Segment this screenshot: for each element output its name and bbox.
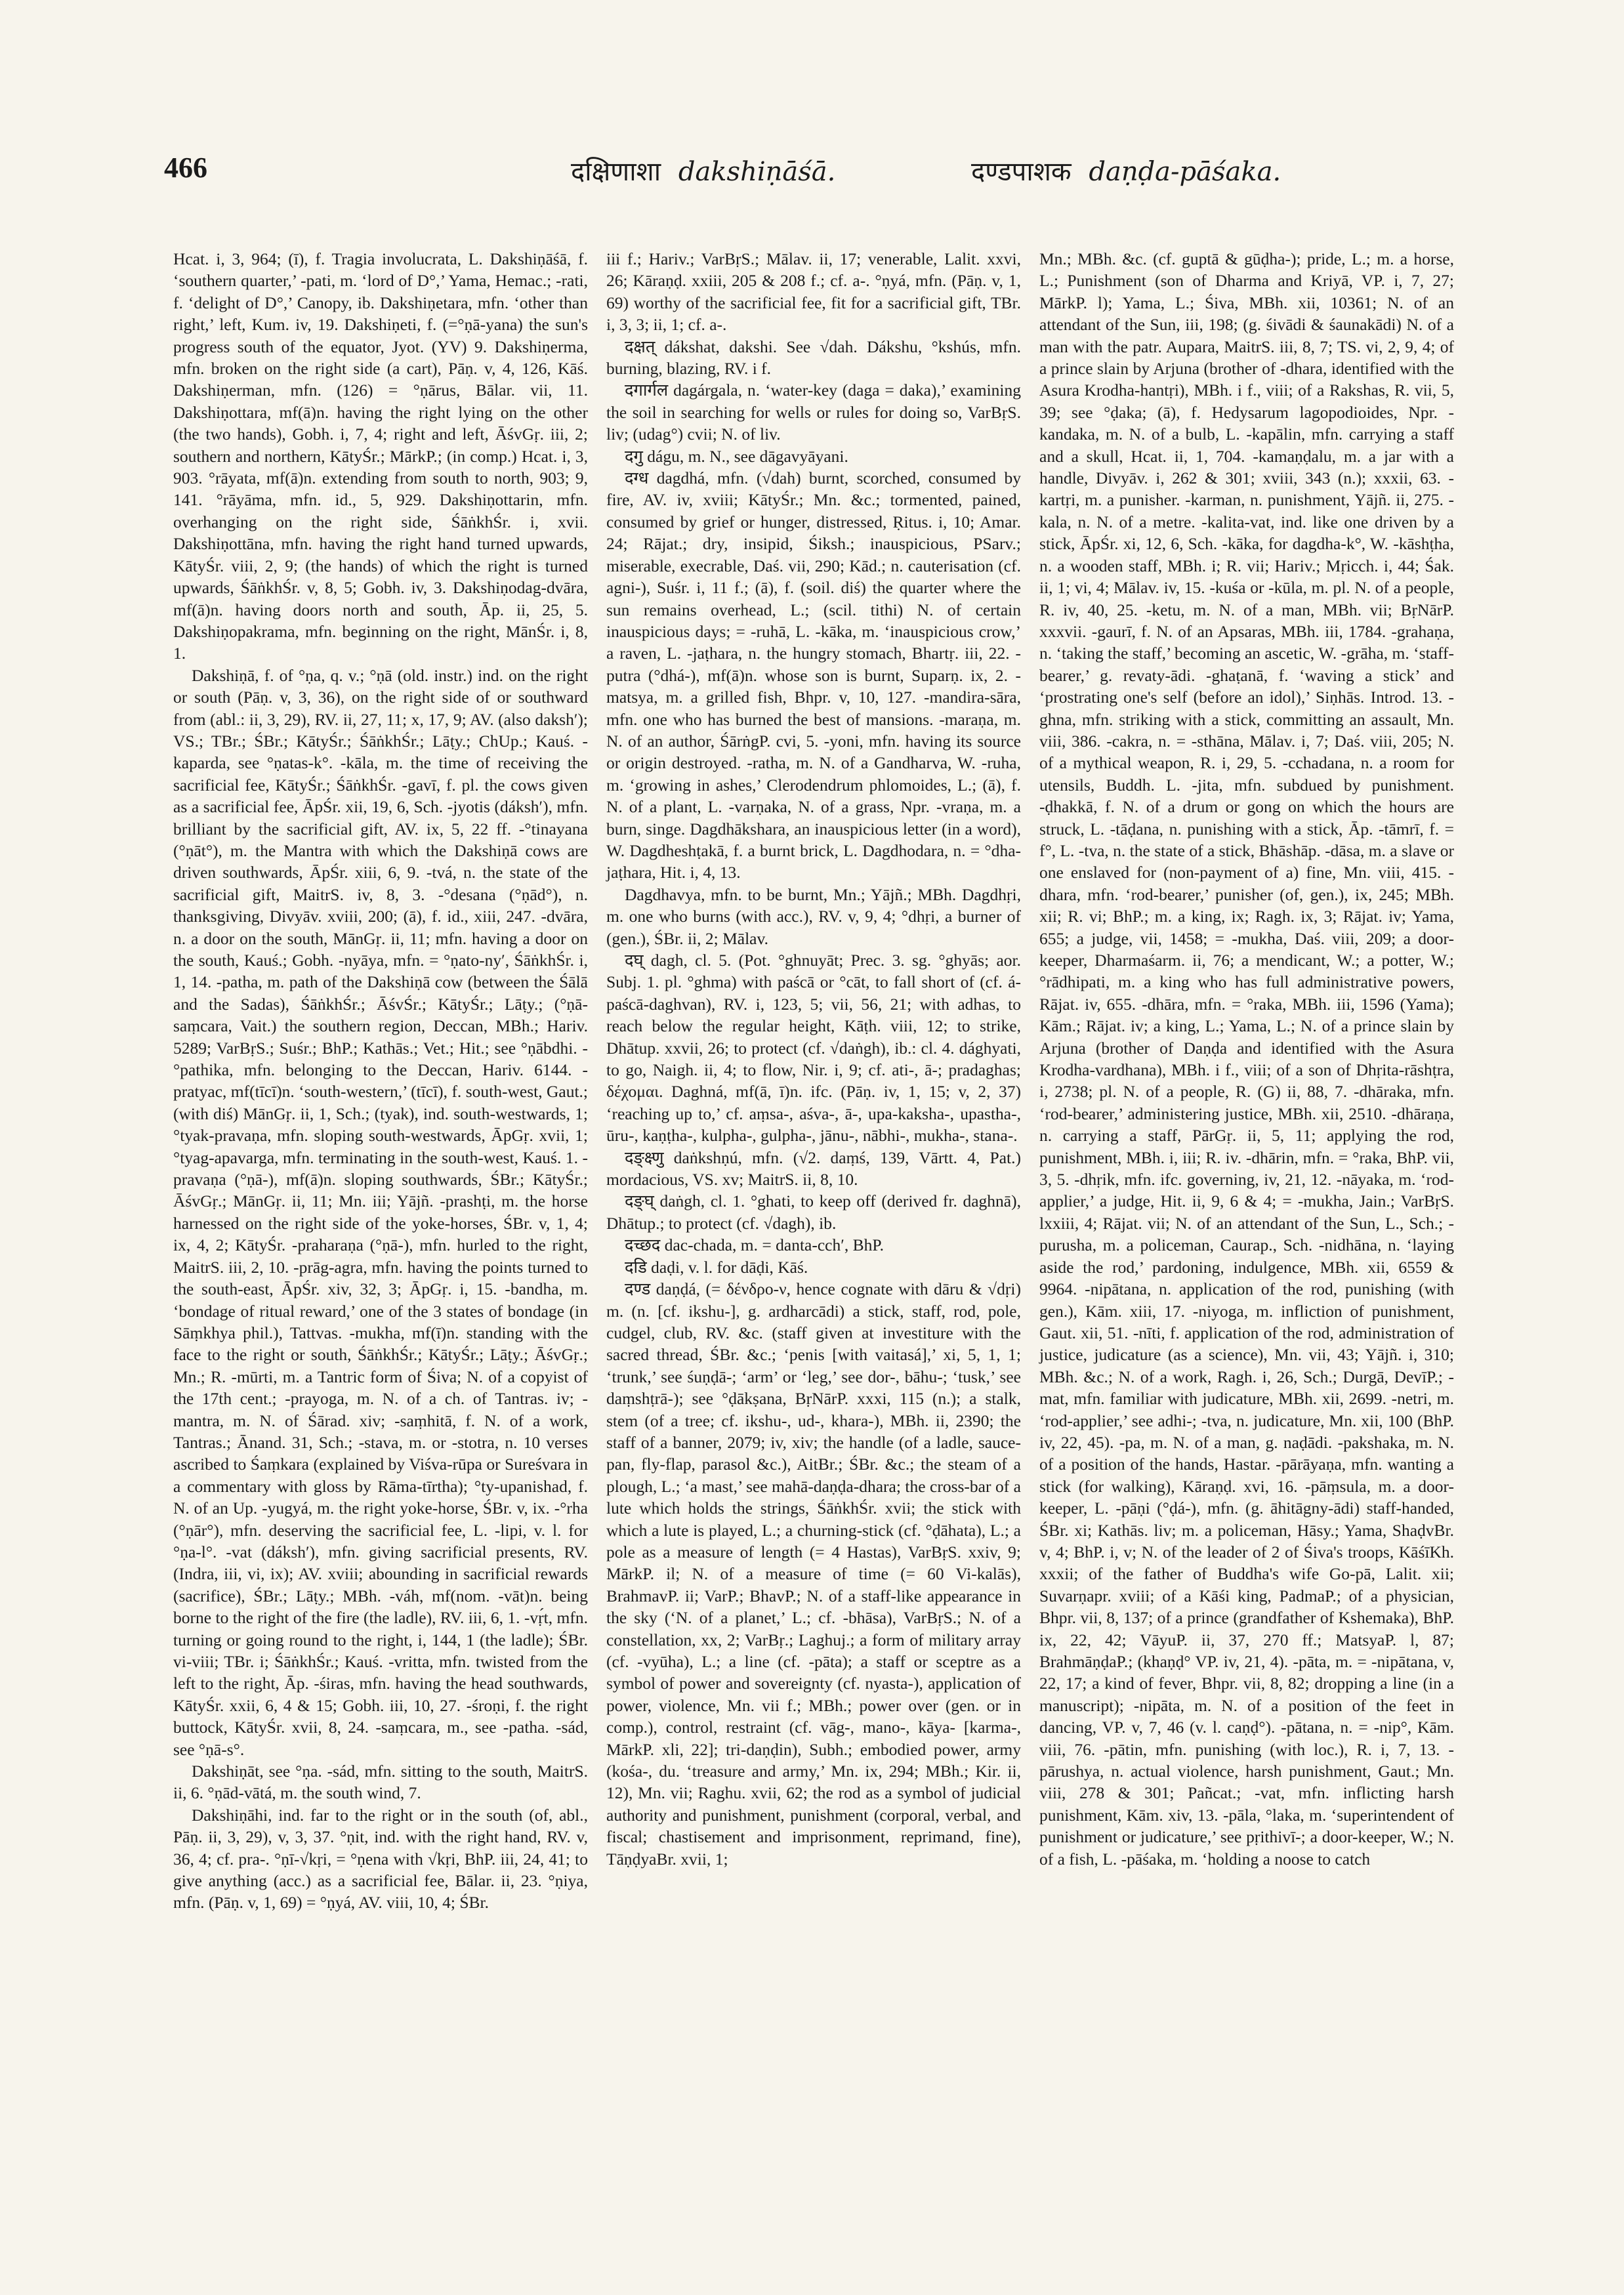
entry-paragraph: दगु dágu, m. N., see dāgavyāyani. [625, 446, 848, 466]
left-running-head [571, 152, 835, 188]
right-running-head-latin: daṇḍa-pāśaka. [1089, 157, 1281, 187]
column-right [1030, 248, 1463, 2243]
entry-paragraph: iii f.; Hariv.; VarBṛS.; Mālav. ii, 17; venerable, Lalit. xxvi, 26; Kāraṇḍ. xxiii, 205 & 208 f.; cf. a-. °ṇyá, mfn. (Pāṇ. v, 1, 69) worthy of the sacrificial fee, fit for a sacrificial gift, TBr. i, 3, 3; ii, 1; cf. a-. [606, 249, 1021, 335]
entry-paragraph: Dagdhavya, mfn. to be burnt, Mn.; Yājñ.; MBh. Dagdhṛi, m. one who burns (with acc.), RV. v, 9, 4; °dhṛi, a burner of (gen.), ŚBr. ii, 2; Mālav. [606, 884, 1021, 948]
entry-paragraph: Dakshiṇāhi, ind. far to the right or in the south (of, abl., Pāṇ. ii, 3, 29), v, 3, 37. °ṇit, ind. with the right hand, RV. v, 36, 4; cf. pra-. °ṇī-√kṛi, = °ṇena with √kṛi, BhP. iii, 24, 41; to give anything (acc.) as a sacrificial fee, Bālar. ii, 23. °ṇiya, mfn. (Pāṇ. v, 1, 69) = °ṇyá, AV. viii, 10, 4; ŚBr. [173, 1805, 588, 1912]
page-number: 466 [164, 152, 207, 184]
column-left [164, 248, 597, 2243]
right-running-head [971, 152, 1281, 188]
entry-paragraph: दङ्घ् daṅgh, cl. 1. °ghati, to keep off (derived fr. daghnā), Dhātup.; to protect (cf. √dagh), ib. [606, 1191, 1021, 1233]
page-header [164, 148, 1463, 194]
entry-paragraph: दक्षत् dákshat, dakshi. See √dah. Dákshu, °kshús, mfn. burning, blazing, RV. i f. [606, 337, 1021, 379]
right-running-head-devanagari: दण्डपाशक [971, 157, 1072, 187]
text-columns [164, 248, 1463, 2243]
column-middle [597, 248, 1030, 2243]
entry-paragraph: Dakshiṇāt, see °ṇa. -sád, mfn. sitting to the south, MaitrS. ii, 6. °ṇād-vātá, m. the south wind, 7. [173, 1762, 588, 1803]
entry-paragraph: Dakshiṇā, f. of °ṇa, q. v.; °ṇā (old. instr.) ind. on the right or south (Pāṇ. v, 3, 36), on the right side of or southward from (abl.: ii, 3, 29), RV. ii, 27, 11; x, 17, 9; AV. (also dakshʹ); VS.; TBr.; ŚBr.; KātyŚr.; ŚāṅkhŚr.; Lāṭy.; ChUp.; Kauś. -kaparda, see °ṇatas-k°. -kāla, m. the time of receiving the sacrificial fee, KātyŚr.; ŚāṅkhŚr. -gavī, f. pl. the cows given as a sacrificial fee, ĀpŚr. xii, 19, 6, Sch. -jyotis (dákshʹ), mfn. brilliant by the sacrificial gift, AV. ix, 5, 22 ff. -°tinayana (°ṇāt°), m. the Mantra with which the Dakshiṇā cows are driven southwards, ĀpŚr. xiii, 6, 9. -tvá, n. the state of the sacrificial gift, MaitrS. iv, 8, 3. -°desana (°ṇād°), n. thanksgiving, Divyāv. xviii, 200; (ā), f. id., xiii, 247. -dvāra, n. a door on the south, MānGṛ. ii, 11; mfn. having a door on the south, Kauś.; Gobh. -nyāya, mfn. = °ṇato-nyʹ, ŚāṅkhŚr. i, 1, 14. -patha, m. path of the Dakshiṇā cow (between the Śālā and the Sadas), ŚāṅkhŚr.; ĀśvŚr.; KātyŚr.; Lāṭy.; (°ṇā-saṃcara, Vait.) the southern region, Deccan, MBh.; Hariv. 5289; VarBṛS.; Suśr.; BhP.; Kathās.; Vet.; Hit.; see °ṇābdhi. -°pathika, mfn. belonging to the Deccan, Hariv. 6144. -pratyac, mf(tīcī)n. ‘south-western,’ (tīcī), f. south-west, Gaut.; (with diś) MānGṛ. ii, 1, Sch.; (tyak), ind. south-westwards, 1; °tyak-pravaṇa, mfn. sloping south-westwards, ĀpGṛ. xvii, 1; °tyag-apavarga, mfn. terminating in the south-west, Kauś. 1. -pravaṇa (°ṇā-), mf(ā)n. sloping southwards, ŚBr.; KātyŚr.; ĀśvGṛ.; MānGṛ. ii, 11; Mn. iii; Yājñ. -prashṭi, m. the horse harnessed on the right side of the yoke-horses, ŚBr. v, 1, 4; ix, 4, 2; KātyŚr. -praharaṇa (°ṇā-), mfn. hurled to the right, MaitrS. iii, 2, 10. -prāg-agra, mfn. having the points turned to the south-east, ĀpŚr. xiv, 32, 3; ĀpGṛ. i, 15. -bandha, m. ‘bondage of ritual reward,’ one of the 3 states of bondage (in Sāṃkhya phil.), Tattvas. -mukha, mf(ī)n. standing with the face to the right or south, ŚāṅkhŚr.; KātyŚr.; Lāṭy.; ĀśvGṛ.; Mn.; R. -mūrti, m. a Tantric form of Śiva; N. of a copyist of the 17th cent.; -prayoga, m. N. of a ch. of Tantras. iv; -mantra, m. N. of Śārad. xiv; -saṃhitā, f. N. of a work, Tantras.; Ānand. 31, Sch.; -stava, m. or -stotra, n. 10 verses ascribed to Śaṃkara (explained by Viśva-rūpa or Sureśvara in a commentary with gloss by Rāma-tīrtha); °ty-upanishad, f. N. of an Up. -yugyá, m. the right yoke-horse, ŚBr. v, ix. -°rha (°ṇār°), mfn. deserving the sacrificial fee, L. -lipi, v. l. for °ṇa-l°. -vat (dákshʹ), mfn. giving sacrificial presents, RV. (Indra, iii, vi, ix); AV. xviii; abounding in sacrificial rewards (sacrifice), ŚBr.; Lāṭy.; MBh. -váh, mf(nom. -vāt)n. being borne to the right of the fire (the ladle), RV. iii, 6, 1. -vṛ́t, mfn. turning or going round to the right, i, 144, 1 (the ladle); ŚBr. vi-viii; TBr. i; ŚāṅkhŚr.; Kauś. -vritta, mfn. twisted from the left to the right, Āp. -śiras, mfn. having the head southwards, KātyŚr. xxii, 6, 4 & 15; Gobh. iii, 10, 27. -śroṇi, f. the right buttock, KātyŚr. xvii, 8, 24. -saṃcara, m., see -patha. -sád, see °ṇā-s°. [173, 665, 588, 1759]
entry-paragraph: दङ्क्ष्णु daṅkshṇú, mfn. (√2. daṃś, 139, Vārtt. 4, Pat.) mordacious, VS. xv; MaitrS. ii, 8, 10. [606, 1148, 1021, 1189]
entry-paragraph: दगार्गल dagárgala, n. ‘water-key (daga = daka),’ examining the soil in searching for wells or rules for doing so, VarBṛS. liv; (udag°) cvii; N. of liv. [606, 381, 1021, 444]
entry-paragraph: Mn.; MBh. &c. (cf. guptā & gūḍha-); pride, L.; m. a horse, L.; Punishment (son of Dharma and Kriyā, VP. i, 7, 27; MārkP. l); Yama, L.; Śiva, MBh. xii, 10361; N. of an attendant of the Sun, iii, 198; (g. śivādi & śaunakādi) N. of a man with the patr. Aupara, MaitrS. iii, 8, 7; TS. vi, 2, 9, 4; of a prince slain by Arjuna (brother of -dhara, identified with the Asura Krodha-hantṛi), MBh. i f., viii; of a Rakshas, R. vii, 5, 39; see °ḍaka; (ā), f. Hedysarum lagopodioides, Npr. -kandaka, m. N. of a bulb, L. -kapālin, mfn. carrying a staff and a skull, Hcat. ii, 1, 704. -kamaṇḍalu, m. a jar with a handle, Divyāv. i, 262 & 301; xviii, 343 (n.); xxxii, 63. -kartṛi, m. a punisher. -karman, n. punishment, Yājñ. ii, 275. -kala, n. N. of a metre. -kalita-vat, ind. like one driven by a stick, ĀpŚr. xi, 12, 6, Sch. -kāka, for dagdha-k°, W. -kāshṭha, n. a wooden staff, MBh. i; R. vii; Hariv.; Mṛicch. i, 44; Śak. ii, 1; vi, 4; Mālav. iv, 15. -kuśa or -kūla, m. pl. N. of a people, R. iv, 40, 25. -ketu, m. N. of a man, MBh. vii; BṛNārP. xxxvii. -gaurī, f. N. of an Apsaras, MBh. iii, 1784. -grahaṇa, n. ‘taking the staff,’ becoming an ascetic, W. -grāha, m. ‘staff-bearer,’ g. revaty-ādi. -ghaṭanā, f. ‘waving a stick’ and ‘prostrating one's self (before an idol),’ Siṇhās. Introd. 13. -ghna, mfn. striking with a stick, committing an assault, Mn. viii, 386. -cakra, n. = -sthāna, Mālav. i, 7; Daś. viii, 205; N. of a mythical weapon, R. i, 29, 5. -cchadana, n. a room for utensils, Buddh. L. -jita, mfn. subdued by punishment. -ḍhakkā, f. N. of a drum or gong on which the hours are struck, L. -tāḍana, n. punishing with a stick, Āp. -tāmrī, f. = f°, L. -tva, n. the state of a stick, Bhāshāp. -dāsa, m. a slave or one enslaved for (non-payment of a) fine, Mn. viii, 415. -dhara, mfn. ‘rod-bearer,’ punisher (of, gen.), ix, 245; MBh. xii; R. vi; BhP.; m. a king, ix; Ragh. ix, 3; Rājat. iv; Yama, 655; a judge, vii, 1458; = -mukha, Daś. viii, 209; a door-keeper, Dharmaśarm. ii, 76; a mendicant, W.; a potter, W.; °rādhipati, m. a king who has full administrative powers, Rājat. iv, 655. -dhāra, mfn. = °raka, MBh. iii, 1596 (Yama); Kām.; Rājat. iv; a king, L.; Yama, L.; N. of a prince slain by Arjuna (brother of Daṇḍa and identified with the Asura Krodha-vardhana), MBh. i f., viii; of a son of Dhṛita-rāshṭra, i, 2738; pl. N. of a people, R. (G) ii, 88, 7. -dhāraka, mfn. ‘rod-bearer,’ administering justice, MBh. xii, 2510. -dhāraṇa, n. carrying a staff, PārGṛ. ii, 5, 11; applying the rod, punishment, MBh. i, iii; R. iv. -dhārin, mfn. = °raka, BhP. vii, 3, 5. -dhṛik, mfn. ifc. governing, iv, 21, 12. -nāyaka, m. ‘rod-applier,’ a judge, Hit. ii, 9, 6 & 4; = -mukha, Jain.; VarBṛS. lxxiii, 4; Rājat. vii; N. of an attendant of the Sun, L., Sch.; -purusha, m. a policeman, Caurap., Sch. -nidhāna, n. ‘laying aside the rod,’ pardoning, indulgence, MBh. xii, 6559 & 9964. -nipātana, n. application of the rod, punishing (with gen.), Kām. xiii, 17. -niyoga, m. infliction of punishment, Gaut. xii, 51. -nīti, f. application of the rod, administration of justice, judicature (as a science), Mn. vii, 43; Yājñ. i, 310; MBh. &c.; N. of a work, Ragh. i, 26, Sch.; Durgā, DevīP.; -mat, mfn. familiar with judicature, MBh. xii, 2699. -netri, m. ‘rod-applier,’ see adhi-; -tva, n. judicature, Mn. xii, 100 (BhP. iv, 22, 45). -pa, m. N. of a man, g. naḍādi. -pakshaka, m. N. of a position of the hands, Hastar. -pārāyaṇa, mfn. wanting a stick (for walking), Kāraṇḍ. xvi, 16. -pāṃsula, m. a door-keeper, L. -pāṇi (°ḍá-), mfn. (g. āhitāgny-ādi) staff-handed, ŚBr. xi; Kathās. liv; m. a policeman, Hāsy.; Yama, ShaḍvBr. v, 4; BhP. i, v; N. of the leader of 2 of Śiva's troops, KāśīKh. xxxii; of the father of Buddha's wife Go-pā, Lalit. xii; Suvarṇapr. xviii; of a Kāśi king, PadmaP.; of a physician, Bhpr. vii, 8, 137; of a prince (grandfather of Kshemaka), BhP. ix, 22, 42; VāyuP. ii, 37, 270 ff.; MatsyaP. l, 87; BrahmāṇḍaP.; (khaṇḍ° VP. iv, 21, 4). -pāta, m. = -nipātana, v, 22, 17; a kind of fever, Bhpr. vii, 8, 82; dropping a line (in a manuscript); -nipāta, m. N. of a position of the feet in dancing, VP. v, 7, 46 (v. l. caṇḍ°). -pātana, n. = -nip°, Kām. viii, 76. -pātin, mfn. punishing (with loc.), R. i, 7, 13. -pārushya, n. actual violence, harsh punishment, Gaut.; Mn. viii, 278 & 301; Pañcat.; -vat, mfn. inflicting harsh punishment, Kām. xiv, 13. -pāla, °laka, m. ‘superintendent of punishment or judicature,’ see pṛithivī-; a door-keeper, W.; N. of a fish, L. -pāśaka, m. ‘holding a noose to catch [1039, 249, 1454, 1869]
left-running-head-devanagari: दक्षिणाशा [571, 157, 661, 187]
left-running-head-latin: dakshiṇāśā. [678, 157, 836, 187]
entry-paragraph: दघ् dagh, cl. 5. (Pot. °ghnuyāt; Prec. 3. sg. °ghyās; aor. Subj. 1. pl. °ghma) with paścā or °cāt, to fall short of (cf. á-paścā-daghvan), RV. i, 123, 5; vii, 56, 21; with adhas, to reach below the regular height, Kāṭh. viii, 12; to strike, Dhātup. xxvii, 26; to protect (cf. √daṅgh), ib.: cl. 4. dághyati, to go, Naigh. ii, 4; to flow, Nir. i, 9; cf. ati-, ā-; pradaghas; δέχομαι. Daghná, mf(ā, ī)n. ifc. (Pāṇ. iv, 1, 15; v, 2, 37) ‘reaching up to,’ cf. aṃsa-, aśva-, ā-, upa-kaksha-, upastha-, ūru-, kaṇṭha-, kulpha-, gulpha-, jānu-, nābhi-, mukha-, stana-. [606, 951, 1021, 1146]
entry-paragraph: दडि daḍi, v. l. for dāḍi, Kāś. [625, 1257, 808, 1277]
entry-paragraph: दच्छद dac-chada, m. = danta-cchʹ, BhP. [625, 1235, 885, 1255]
entry-paragraph: Hcat. i, 3, 964; (ī), f. Tragia involucrata, L. Dakshiṇāśā, f. ‘southern quarter,’ -pati, m. ‘lord of D°,’ Yama, Hemac.; -rati, f. ‘delight of D°,’ Canopy, ib. Dakshiṇetara, mfn. ‘other than right,’ left, Kum. iv, 19. Dakshiṇeti, f. (=°ṇā-yana) the sun's progress south of the equator, Jyot. (YV) 9. Dakshiṇerma, mfn. broken on the right side (a cart), Pāṇ. v, 4, 126, Kāś. Dakshiṇerman, mfn. (126) = °ṇārus, Bālar. vii, 11. Dakshiṇottara, mf(ā)n. having the right lying on the other (the two hands), Gobh. i, 7, 4; right and left, ĀśvGṛ. iii, 2; southern and northern, KātyŚr.; MārkP.; (in comp.) Hcat. i, 3, 903. °rāyata, mf(ā)n. extending from south to north, 903; 9, 141. °rāyāma, mfn. id., 5, 929. Dakshiṇottarin, mfn. overhanging on the right side, ŚāṅkhŚr. i, xvii. Dakshiṇottāna, mfn. having the right hand turned upwards, KātyŚr. viii, 2, 9; (the hands) of which the right is turned upwards, ŚāṅkhŚr. v, 8, 5; Gobh. iv, 3. Dakshiṇodag-dvāra, mf(ā)n. having doors north and south, Āp. ii, 25, 5. Dakshiṇopakrama, mfn. beginning on the right, MānŚr. i, 8, 1. [173, 249, 588, 663]
entry-paragraph: दग्ध dagdhá, mfn. (√dah) burnt, scorched, consumed by fire, AV. iv, xviii; KātyŚr.; Mn. &c.; tormented, pained, consumed by grief or hunger, distressed, Ṛitus. i, 10; Amar. 24; Rājat.; dry, insipid, Śiksh.; inauspicious, PSarv.; miserable, execrable, Daś. vii, 290; Kād.; n. cauterisation (cf. agni-), Suśr. i, 11 f.; (ā), f. (soil. diś) the quarter where the sun remains overhead, L.; (scil. tithi) N. of certain inauspicious days; = -ruhā, L. -kāka, m. ‘inauspicious crow,’ a raven, L. -jaṭhara, n. the hungry stomach, Bhartṛ. iii, 22. -putra (°dhá-), mf(ā)n. whose son is burnt, Suparṇ. ix, 2. -matsya, m. a grilled fish, Bhpr. v, 10, 127. -mandira-sāra, mfn. one who has burned the best of mansions. -maraṇa, m. N. of an author, ŚārṅgP. cvi, 5. -yoni, mfn. having its source or origin destroyed. -ratha, m. N. of a Gandharva, W. -ruha, m. ‘growing in ashes,’ Clerodendrum phlomoides, L.; (ā), f. N. of a plant, L. -varṇaka, N. of a grass, Npr. -vraṇa, m. a burn, singe. Dagdhākshara, an inauspicious letter (in a word), W. Dagdheshṭakā, f. a burnt brick, L. Dagdhodara, n. = °dha-jaṭhara, Hit. i, 4, 13. [606, 468, 1021, 882]
entry-paragraph: दण्ड daṇḍá, (= δένδρο-ν, hence cognate with dāru & √dṛi) m. (n. [cf. ikshu-], g. ardharcādi) a stick, staff, rod, pole, cudgel, club, RV. &c. (staff given at investiture with the sacred thread, ŚBr. &c.; ‘penis [with vaitasá],’ xi, 5, 1, 1; ‘trunk,’ see śuṇḍā-; ‘arm’ or ‘leg,’ see dor-, bāhu-; ‘tusk,’ see daṃshṭrā-); see °ḍākṣana, BṛNārP. xxxi, 115 (n.); a stalk, stem (of a tree; cf. ikshu-, ud-, khara-), MBh. ii, 2390; the staff of a banner, 2079; iv, xiv; the handle (of a ladle, sauce-pan, fly-flap, parasol &c.), AitBr.; ŚBr. &c.; the steam of a plough, L.; ‘a mast,’ see mahā-daṇḍa-dhara; the cross-bar of a lute which holds the strings, ŚāṅkhŚr. xvii; the stick with which a lute is played, L.; a churning-stick (cf. °ḍāhata), L.; a pole as a measure of length (= 4 Hastas), VarBṛS. xxiv, 9; MārkP. il; N. of a measure of time (= 60 Vi-kalās), BrahmavP. ii; VarP.; BhavP.; N. of a staff-like appearance in the sky (‘N. of a planet,’ L.; cf. -bhāsa), VarBṛS.; N. of a constellation, xx, 2; VarBṛ.; Laghuj.; a form of military array (cf. -vyūha), L.; a line (cf. -pāta); a staff or sceptre as a symbol of power and sovereignty (cf. nyasta-), application of power, violence, Mn. vii f.; MBh.; power over (gen. or in comp.), control, restraint (cf. vāg-, mano-, kāya- [karma-, MārkP. xli, 22]; tri-daṇḍin), Subh.; embodied power, army (kośa-, du. ‘treasure and army,’ Mn. ix, 294; MBh.; Kir. ii, 12), Mn. vii; Raghu. xvii, 62; the rod as a symbol of judicial authority and punishment, punishment (corporal, verbal, and fiscal; chastisement and imprisonment, reprimand, fine), TāṇḍyaBr. xvii, 1; [606, 1279, 1021, 1869]
